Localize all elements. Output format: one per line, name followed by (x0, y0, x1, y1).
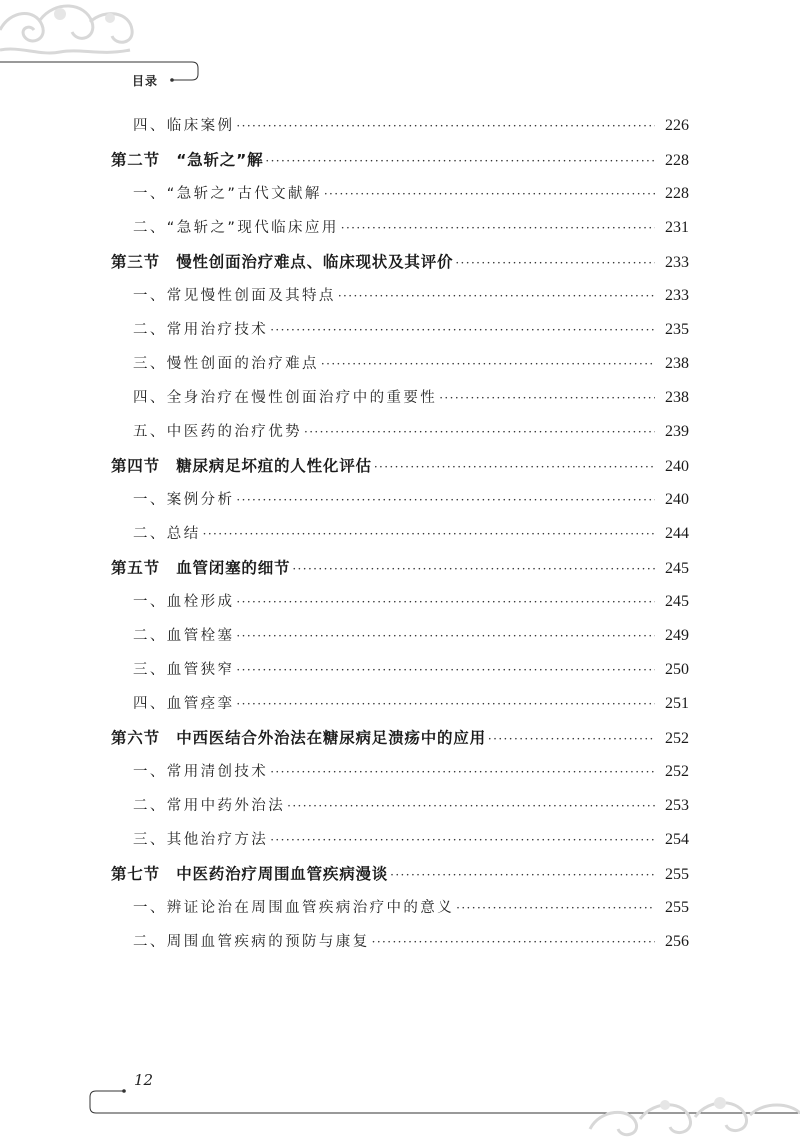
toc-item-row[interactable] (111, 755, 689, 789)
toc-entry-title: 第三节 慢性创面治疗难点、临床现状及其评价 (111, 253, 454, 271)
toc-item-row[interactable] (111, 109, 689, 143)
dot-leader (270, 755, 655, 789)
toc-item-row[interactable] (111, 891, 689, 925)
toc-entry-title: 四、全身治疗在慢性创面治疗中的重要性 (133, 390, 438, 406)
header-label: 目录 (132, 74, 159, 88)
dot-leader (372, 925, 655, 959)
toc-item-row[interactable] (111, 347, 689, 381)
dot-leader (439, 381, 655, 415)
toc-item-row[interactable] (111, 789, 689, 823)
toc-entry-title: 四、临床案例 (133, 118, 235, 134)
toc-page-number: 255 (665, 899, 689, 916)
toc-section-row[interactable] (111, 449, 689, 483)
toc-item-row[interactable] (111, 823, 689, 857)
toc-page-number: 226 (665, 117, 689, 134)
toc-page-number: 245 (665, 560, 689, 577)
toc-section-row[interactable] (111, 857, 689, 891)
toc-entry-title: 一、常用清创技术 (133, 764, 269, 780)
toc-entry-title: 三、其他治疗方法 (133, 832, 269, 848)
toc-entry-title: 二、常用中药外治法 (133, 798, 286, 814)
toc-page-number: 231 (665, 219, 689, 236)
dot-leader (338, 279, 655, 313)
dot-leader (304, 415, 655, 449)
toc-page-number: 253 (665, 797, 689, 814)
dot-leader (456, 891, 655, 925)
toc-page-number: 238 (665, 355, 689, 372)
page-number: 12 (134, 1071, 154, 1089)
dot-leader (265, 144, 655, 178)
toc-entry-title: 四、血管痉挛 (133, 696, 235, 712)
dot-leader (321, 347, 655, 381)
dot-leader (488, 722, 655, 756)
toc-entry-title: 二、周围血管疾病的预防与康复 (133, 934, 370, 950)
toc-entry-title: 一、案例分析 (133, 492, 235, 508)
toc-page-number: 240 (665, 458, 689, 475)
toc-item-row[interactable] (111, 585, 689, 619)
toc-page-number: 251 (665, 695, 689, 712)
toc-entry-title: 二、血管栓塞 (133, 628, 235, 644)
toc-entry-title: 一、血栓形成 (133, 594, 235, 610)
toc-page-number: 255 (665, 866, 689, 883)
toc-entry-title: 一、辨证论治在周围血管疾病治疗中的意义 (133, 900, 455, 916)
toc-entry-title: 第五节 血管闭塞的细节 (111, 559, 291, 577)
dot-leader (236, 109, 655, 143)
dot-leader (236, 619, 655, 653)
toc-section-row[interactable] (111, 721, 689, 755)
toc-entry-title: 三、血管狭窄 (133, 662, 235, 678)
toc-page-number: 239 (665, 423, 689, 440)
toc-section-row[interactable] (111, 143, 689, 177)
cloud-ornament-icon (570, 1089, 800, 1139)
dot-leader (236, 483, 655, 517)
toc-entry-title: 第六节 中西医结合外治法在糖尿病足溃疡中的应用 (111, 729, 486, 747)
toc-item-row[interactable] (111, 517, 689, 551)
dot-leader (203, 517, 655, 551)
toc-section-row[interactable] (111, 245, 689, 279)
dot-leader (236, 585, 655, 619)
toc-page-number: 245 (665, 593, 689, 610)
toc-section-row[interactable] (111, 551, 689, 585)
toc-entry-title: 第四节 糖尿病足坏疽的人性化评估 (111, 457, 372, 475)
toc-item-row[interactable] (111, 279, 689, 313)
toc-entry-title: 二、“急斩之”现代临床应用 (133, 220, 339, 236)
toc-entry-title: 第七节 中医药治疗周围血管疾病漫谈 (111, 865, 389, 883)
dot-leader (236, 653, 655, 687)
toc-page-number: 250 (665, 661, 689, 678)
toc-entry-title: 一、常见慢性创面及其特点 (133, 288, 336, 304)
toc-entry-title: 二、总结 (133, 526, 201, 542)
dot-leader (374, 450, 655, 484)
dot-leader (324, 177, 655, 211)
dot-leader (270, 313, 655, 347)
toc-item-row[interactable] (111, 415, 689, 449)
toc-item-row[interactable] (111, 177, 689, 211)
toc-page-number: 228 (665, 152, 689, 169)
dot-leader (341, 211, 655, 245)
toc-item-row[interactable] (111, 619, 689, 653)
toc-page-number: 233 (665, 254, 689, 271)
toc-page-number: 254 (665, 831, 689, 848)
dot-leader (455, 246, 655, 280)
toc-item-row[interactable] (111, 211, 689, 245)
toc-page-number: 249 (665, 627, 689, 644)
toc-entry-title: 五、中医药的治疗优势 (133, 424, 302, 440)
toc-page-number: 244 (665, 525, 689, 542)
toc-item-row[interactable] (111, 653, 689, 687)
toc-entry-title: 第二节 “急斩之”解 (111, 151, 264, 169)
toc-page-number: 252 (665, 730, 689, 747)
toc-page-number: 252 (665, 763, 689, 780)
toc-item-row[interactable] (111, 687, 689, 721)
dot-leader (287, 789, 655, 823)
toc-item-row[interactable] (111, 483, 689, 517)
toc-page-number: 238 (665, 389, 689, 406)
toc-page-number: 240 (665, 491, 689, 508)
toc-page-number: 233 (665, 287, 689, 304)
toc-page-number: 235 (665, 321, 689, 338)
table-of-contents (111, 109, 689, 959)
toc-item-row[interactable] (111, 313, 689, 347)
dot-leader (270, 823, 655, 857)
toc-item-row[interactable] (111, 925, 689, 959)
header-rule (0, 60, 200, 82)
dot-leader (236, 687, 655, 721)
toc-entry-title: 二、常用治疗技术 (133, 322, 269, 338)
dot-leader (390, 858, 655, 892)
toc-entry-title: 三、慢性创面的治疗难点 (133, 356, 319, 372)
toc-page-number: 228 (665, 185, 689, 202)
toc-page-number: 256 (665, 933, 689, 950)
cloud-ornament-icon (0, 0, 200, 60)
toc-entry-title: 一、“急斩之”古代文献解 (133, 186, 322, 202)
dot-leader (292, 552, 655, 586)
toc-item-row[interactable] (111, 381, 689, 415)
